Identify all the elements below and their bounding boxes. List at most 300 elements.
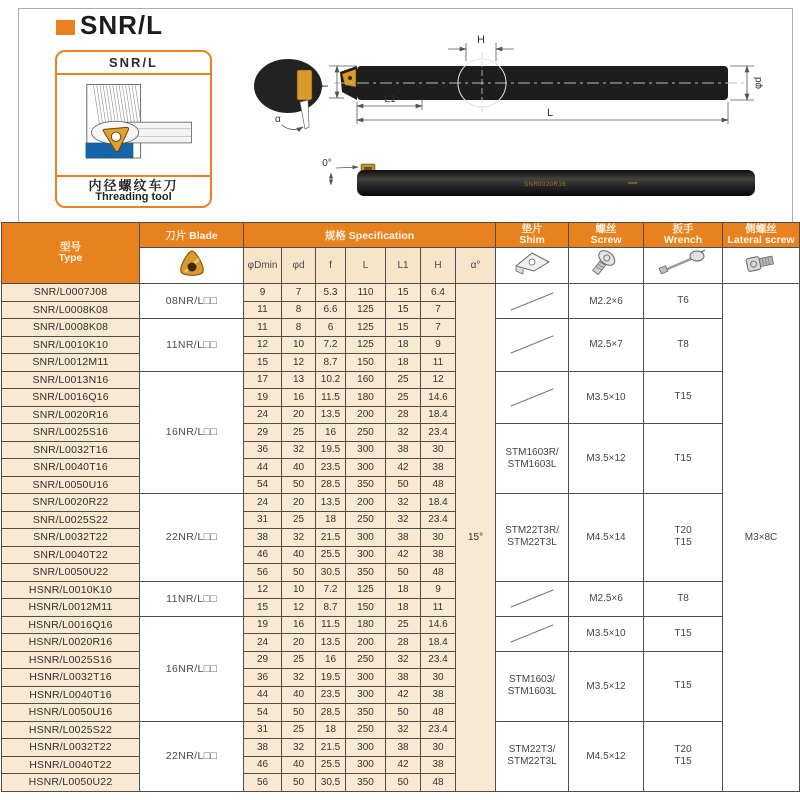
type-cell: SNR/L0012M11 — [2, 354, 140, 372]
spec-l-cell: 200 — [346, 406, 386, 424]
spec-l1-cell: 28 — [386, 406, 421, 424]
spec-h-cell: 30 — [421, 529, 456, 547]
spec-dmin-cell: 56 — [244, 564, 282, 582]
spec-dmin-cell: 46 — [244, 546, 282, 564]
spec-h-cell: 38 — [421, 546, 456, 564]
end-view-insert — [297, 70, 312, 100]
spec-d-cell: 25 — [282, 511, 316, 529]
spec-l1-cell: 32 — [386, 511, 421, 529]
spec-l1-cell: 38 — [386, 739, 421, 757]
spec-f-cell: 21.5 — [316, 739, 346, 757]
wrench-label: T8 — [677, 338, 689, 350]
shim-label: STM22T3/ — [508, 744, 556, 755]
type-cell: SNR/L0032T16 — [2, 441, 140, 459]
spec-d-cell: 25 — [282, 424, 316, 442]
spec-l-cell: 350 — [346, 704, 386, 722]
spec-d-cell: 12 — [282, 599, 316, 617]
type-cell: SNR/L0016Q16 — [2, 389, 140, 407]
zero-angle-label: 0° — [322, 158, 332, 169]
screw-cell: M3.5×12 — [569, 424, 644, 494]
spec-l-cell: 125 — [346, 301, 386, 319]
diagram-card-title: SNR/L — [57, 52, 210, 75]
spec-l-cell: 250 — [346, 424, 386, 442]
type-cell: SNR/L0007J08 — [2, 284, 140, 302]
caption-english: Threading tool — [95, 191, 172, 203]
col-header-blade — [140, 223, 244, 248]
spec-l1-cell: 15 — [386, 284, 421, 302]
type-header-zh: 型号 — [60, 240, 81, 253]
screw-header-zh: 螺丝 — [595, 222, 617, 235]
spec-f-cell: 8.7 — [316, 599, 346, 617]
type-cell: SNR/L0020R16 — [2, 406, 140, 424]
end-view — [254, 59, 322, 130]
table-row — [2, 424, 800, 442]
spec-h-cell: 9 — [421, 336, 456, 354]
spec-dmin-cell: 12 — [244, 581, 282, 599]
spec-dmin-cell: 24 — [244, 634, 282, 652]
blade-group-cell: 11NR/L□□ — [140, 319, 244, 372]
spec-l-cell: 300 — [346, 529, 386, 547]
screw-cell: M4.5×12 — [569, 721, 644, 791]
f-dim-label: f — [320, 84, 331, 88]
no-shim-mark — [511, 292, 554, 310]
spec-d-cell: 40 — [282, 459, 316, 477]
type-cell: HSNR/L0040T22 — [2, 756, 140, 774]
spec-l1-cell: 50 — [386, 564, 421, 582]
alpha-cell: 15° — [456, 284, 496, 792]
shim-header-zh: 垫片 — [521, 222, 543, 235]
spec-d-cell: 40 — [282, 756, 316, 774]
technical-drawing — [230, 28, 800, 220]
blade-group-cell: 22NR/L□□ — [140, 494, 244, 582]
spec-l-cell: 300 — [346, 739, 386, 757]
spec-l-cell: 160 — [346, 371, 386, 389]
wrench-icon — [657, 248, 709, 278]
spec-dmin-cell: 11 — [244, 301, 282, 319]
shim-label: STM1603L — [507, 686, 557, 697]
spec-l1-cell: 50 — [386, 476, 421, 494]
spec-l-cell: 350 — [346, 774, 386, 792]
spec-f-cell: 6.6 — [316, 301, 346, 319]
shim-label: STM1603R/ — [505, 446, 559, 458]
type-cell: SNR/L0040T22 — [2, 546, 140, 564]
spec-dmin-cell: 17 — [244, 371, 282, 389]
table-row — [2, 721, 800, 739]
spec-d-cell: 20 — [282, 494, 316, 512]
type-cell: SNR/L0010K10 — [2, 336, 140, 354]
spec-h-cell: 9 — [421, 581, 456, 599]
type-cell: HSNR/L0025S22 — [2, 721, 140, 739]
spec-dmin-cell: 36 — [244, 669, 282, 687]
wrench-cell — [644, 616, 723, 651]
spec-f-cell: 13.5 — [316, 634, 346, 652]
spec-f-cell: 16 — [316, 651, 346, 669]
spec-h-cell: 11 — [421, 599, 456, 617]
spec-f-cell: 21.5 — [316, 529, 346, 547]
spec-l1-cell: 38 — [386, 669, 421, 687]
wrench-cell — [644, 371, 723, 424]
blade-insert-icon — [172, 248, 212, 278]
spec-l-cell: 300 — [346, 756, 386, 774]
spec-f-cell: 23.5 — [316, 686, 346, 704]
spec-l-cell: 250 — [346, 651, 386, 669]
spec-d-cell: 50 — [282, 774, 316, 792]
spec-h-cell: 11 — [421, 354, 456, 372]
wrench-label: T15 — [674, 452, 692, 464]
alpha-dim-label: α — [275, 114, 281, 125]
wrench-label: T20 — [674, 744, 692, 755]
spec-d-cell: 32 — [282, 739, 316, 757]
spec-dmin-cell: 29 — [244, 424, 282, 442]
wrench-label: T15 — [674, 391, 692, 403]
col-header-wrench — [644, 223, 723, 248]
shim-cell — [496, 284, 569, 319]
spec-h-cell: 7 — [421, 319, 456, 337]
spec-h-cell: 18.4 — [421, 406, 456, 424]
spec-l-cell: 180 — [346, 389, 386, 407]
spec-l-cell: 300 — [346, 459, 386, 477]
spec-dmin-cell: 24 — [244, 494, 282, 512]
L-dim-label: L — [546, 107, 554, 119]
product-photo — [357, 164, 755, 196]
no-shim-mark — [511, 388, 554, 406]
wrench-cell — [644, 581, 723, 616]
spec-f-cell: 11.5 — [316, 616, 346, 634]
spec-d-cell: 25 — [282, 721, 316, 739]
spec-f-cell: 19.5 — [316, 669, 346, 687]
spec-l1-cell: 32 — [386, 424, 421, 442]
type-header-en: Type — [58, 252, 83, 264]
spec-l-cell: 200 — [346, 494, 386, 512]
shim-cell — [496, 371, 569, 424]
no-shim-mark — [511, 589, 554, 607]
spec-l1-cell: 18 — [386, 336, 421, 354]
spec-d-cell: 40 — [282, 546, 316, 564]
spec-d-cell: 7 — [282, 284, 316, 302]
spec-f-cell: 8.7 — [316, 354, 346, 372]
spec-dmin-cell: 11 — [244, 319, 282, 337]
lateral-screw-icon-cell — [723, 248, 800, 284]
spec-f-cell: 13.5 — [316, 494, 346, 512]
screw-cell: M3.5×10 — [569, 616, 644, 651]
spec-l1-cell: 50 — [386, 704, 421, 722]
spec-f-cell: 30.5 — [316, 774, 346, 792]
shim-label: STM22T3L — [507, 756, 557, 767]
shim-cell — [496, 424, 569, 494]
spec-d-cell: 10 — [282, 336, 316, 354]
spec-dmin-cell: 9 — [244, 284, 282, 302]
spec-l-cell: 350 — [346, 476, 386, 494]
spec-d-cell: 12 — [282, 354, 316, 372]
wrench-label: T15 — [674, 680, 692, 691]
spec-h-cell: 48 — [421, 774, 456, 792]
blade-group-cell: 16NR/L□□ — [140, 371, 244, 494]
type-cell: SNR/L0008K08 — [2, 301, 140, 319]
spec-l1-cell: 28 — [386, 634, 421, 652]
spec-dmin-cell: 19 — [244, 616, 282, 634]
col-header-spec — [244, 223, 496, 248]
spec-h-cell: 30 — [421, 441, 456, 459]
type-cell: SNR/L0025S16 — [2, 424, 140, 442]
table-row — [2, 651, 800, 669]
type-cell: HSNR/L0012M11 — [2, 599, 140, 617]
type-cell: HSNR/L0040T16 — [2, 686, 140, 704]
spec-l1-cell: 50 — [386, 774, 421, 792]
spec-f-cell: 18 — [316, 721, 346, 739]
spec-h-cell: 23.4 — [421, 424, 456, 442]
brand-title: SNR/L — [80, 10, 163, 40]
spec-h-cell: 18.4 — [421, 634, 456, 652]
L1-dim-label: L1 — [384, 94, 396, 105]
table-row — [2, 284, 800, 302]
shim-label: STM1603/ — [508, 674, 556, 685]
table-row — [2, 371, 800, 389]
spec-f-cell: 7.2 — [316, 581, 346, 599]
spec-h-cell: 14.6 — [421, 389, 456, 407]
tool-block — [86, 143, 133, 158]
wrench-label: T20 — [674, 525, 692, 537]
spec-l1-cell: 42 — [386, 686, 421, 704]
spec-l-cell: 110 — [346, 284, 386, 302]
table-row — [2, 494, 800, 512]
spec-l-cell: 125 — [346, 319, 386, 337]
spec-header-label: 规格 Specification — [324, 229, 415, 242]
spec-d-cell: 16 — [282, 616, 316, 634]
spec-dmin-cell: 15 — [244, 354, 282, 372]
spec-d-cell: 20 — [282, 634, 316, 652]
lateral-header-zh: 侧螺丝 — [745, 222, 777, 235]
blade-insert-icon-cell — [140, 248, 244, 284]
spec-l-cell: 150 — [346, 354, 386, 372]
wrench-cell — [644, 494, 723, 582]
spec-h-cell: 48 — [421, 476, 456, 494]
bar-side-view — [334, 52, 746, 114]
diagram-card-captions — [57, 175, 210, 206]
type-cell: SNR/L0050U22 — [2, 564, 140, 582]
spec-dmin-cell: 19 — [244, 389, 282, 407]
spec-l-cell: 350 — [346, 564, 386, 582]
spec-h-cell: 48 — [421, 564, 456, 582]
shim-cell — [496, 319, 569, 372]
spec-dmin-cell: 38 — [244, 739, 282, 757]
spec-l1-cell: 38 — [386, 529, 421, 547]
no-shim-mark — [511, 336, 554, 354]
spec-l-cell: 300 — [346, 546, 386, 564]
type-cell: SNR/L0013N16 — [2, 371, 140, 389]
spec-dmin-cell: 12 — [244, 336, 282, 354]
spec-dmin-cell: 31 — [244, 511, 282, 529]
spec-l-cell: 125 — [346, 336, 386, 354]
col-header-shim — [496, 223, 569, 248]
spec-l-cell: 300 — [346, 686, 386, 704]
spec-h-cell: 30 — [421, 739, 456, 757]
spec-d-cell: 13 — [282, 371, 316, 389]
wrench-label: T8 — [677, 592, 689, 604]
wrench-icon-cell — [644, 248, 723, 284]
type-cell: SNR/L0032T22 — [2, 529, 140, 547]
spec-f-cell: 19.5 — [316, 441, 346, 459]
subheader-h: H — [421, 248, 456, 284]
brand-heading — [56, 10, 163, 41]
screw-icon — [583, 248, 629, 278]
col-header-type — [2, 223, 140, 284]
spec-h-cell: 14.6 — [421, 616, 456, 634]
wrench-label: T15 — [674, 627, 692, 639]
spec-f-cell: 10.2 — [316, 371, 346, 389]
spec-table-body — [2, 284, 800, 792]
type-cell: SNR/L0025S22 — [2, 511, 140, 529]
type-cell: SNR/L0050U16 — [2, 476, 140, 494]
spec-f-cell: 18 — [316, 511, 346, 529]
screw-cell: M2.5×7 — [569, 319, 644, 372]
wrench-cell — [644, 651, 723, 721]
blade-header-label: 刀片 Blade — [165, 229, 218, 242]
lateral-screw-cell: M3×8C — [723, 284, 800, 792]
shim-icon-cell — [496, 248, 569, 284]
spec-l1-cell: 25 — [386, 616, 421, 634]
spec-l1-cell: 42 — [386, 459, 421, 477]
spec-dmin-cell: 36 — [244, 441, 282, 459]
spec-f-cell: 7.2 — [316, 336, 346, 354]
spec-l1-cell: 32 — [386, 721, 421, 739]
spec-f-cell: 28.5 — [316, 704, 346, 722]
diagram-card — [55, 50, 212, 208]
type-cell: HSNR/L0010K10 — [2, 581, 140, 599]
spec-l1-cell: 18 — [386, 354, 421, 372]
subheader-dmin: φDmin — [244, 248, 282, 284]
spec-dmin-cell: 44 — [244, 686, 282, 704]
spec-l1-cell: 38 — [386, 441, 421, 459]
spec-d-cell: 16 — [282, 389, 316, 407]
spec-h-cell: 6.4 — [421, 284, 456, 302]
spec-f-cell: 16 — [316, 424, 346, 442]
screw-cell: M4.5×14 — [569, 494, 644, 582]
spec-h-cell: 23.4 — [421, 651, 456, 669]
spec-d-cell: 25 — [282, 651, 316, 669]
spec-d-cell: 10 — [282, 581, 316, 599]
wrench-cell — [644, 319, 723, 372]
col-header-screw — [569, 223, 644, 248]
spec-d-cell: 8 — [282, 319, 316, 337]
spec-h-cell: 38 — [421, 756, 456, 774]
spec-h-cell: 7 — [421, 301, 456, 319]
spec-d-cell: 50 — [282, 564, 316, 582]
spec-l1-cell: 15 — [386, 319, 421, 337]
type-cell: SNR/L0040T16 — [2, 459, 140, 477]
spec-f-cell: 23.5 — [316, 459, 346, 477]
spec-dmin-cell: 44 — [244, 459, 282, 477]
no-shim-mark — [511, 624, 554, 642]
spec-d-cell: 32 — [282, 441, 316, 459]
spec-f-cell: 28.5 — [316, 476, 346, 494]
spec-d-cell: 32 — [282, 529, 316, 547]
spec-f-cell: 5.3 — [316, 284, 346, 302]
table-row — [2, 616, 800, 634]
spec-d-cell: 50 — [282, 704, 316, 722]
wrench-header-zh: 扳手 — [672, 222, 694, 235]
spec-dmin-cell: 54 — [244, 704, 282, 722]
wrench-cell — [644, 424, 723, 494]
spec-d-cell: 40 — [282, 686, 316, 704]
spec-l-cell: 250 — [346, 511, 386, 529]
H-dim-label: H — [477, 34, 485, 46]
spec-l-cell: 250 — [346, 721, 386, 739]
spec-dmin-cell: 29 — [244, 651, 282, 669]
screw-cell: M2.2×6 — [569, 284, 644, 319]
spec-f-cell: 25.5 — [316, 546, 346, 564]
type-cell: HSNR/L0020R16 — [2, 634, 140, 652]
shim-cell — [496, 494, 569, 582]
shim-cell — [496, 651, 569, 721]
type-cell: HSNR/L0032T16 — [2, 669, 140, 687]
lateral-header-en: Lateral screw — [727, 234, 795, 246]
spec-dmin-cell: 54 — [244, 476, 282, 494]
blade-group-cell: 16NR/L□□ — [140, 616, 244, 721]
spec-h-cell: 18.4 — [421, 494, 456, 512]
table-row — [2, 581, 800, 599]
type-cell: HSNR/L0016Q16 — [2, 616, 140, 634]
spec-l1-cell: 18 — [386, 581, 421, 599]
threading-tool-diagram — [57, 75, 210, 175]
wrench-cell — [644, 721, 723, 791]
spec-d-cell: 20 — [282, 406, 316, 424]
spec-l1-cell: 42 — [386, 546, 421, 564]
spec-l-cell: 300 — [346, 669, 386, 687]
photo-marking: SNR0020R16 — [523, 182, 567, 188]
shim-cell — [496, 721, 569, 791]
spec-d-cell: 32 — [282, 669, 316, 687]
wrench-cell — [644, 284, 723, 319]
spec-d-cell: 8 — [282, 301, 316, 319]
spec-l1-cell: 15 — [386, 301, 421, 319]
spec-l-cell: 180 — [346, 616, 386, 634]
spec-f-cell: 25.5 — [316, 756, 346, 774]
subheader-f: f — [316, 248, 346, 284]
shim-label: STM1603L — [507, 458, 557, 470]
shim-cell — [496, 616, 569, 651]
spec-l-cell: 200 — [346, 634, 386, 652]
subheader-alpha: α° — [456, 248, 496, 284]
spec-l1-cell: 25 — [386, 371, 421, 389]
blade-group-cell: 11NR/L□□ — [140, 581, 244, 616]
spec-h-cell: 48 — [421, 704, 456, 722]
spec-l1-cell: 25 — [386, 389, 421, 407]
screw-cell: M3.5×10 — [569, 371, 644, 424]
spec-dmin-cell: 15 — [244, 599, 282, 617]
wrench-header-en: Wrench — [663, 234, 703, 246]
spec-dmin-cell: 31 — [244, 721, 282, 739]
caption-chinese: 内径螺纹车刀 — [88, 178, 179, 193]
table-row — [2, 319, 800, 337]
spec-l1-cell: 18 — [386, 599, 421, 617]
spec-h-cell: 12 — [421, 371, 456, 389]
spec-l-cell: 300 — [346, 441, 386, 459]
spec-f-cell: 13.5 — [316, 406, 346, 424]
spec-f-cell: 30.5 — [316, 564, 346, 582]
screw-cell: M2.5×6 — [569, 581, 644, 616]
blade-group-cell: 08NR/L□□ — [140, 284, 244, 319]
type-cell: HSNR/L0050U22 — [2, 774, 140, 792]
spec-f-cell: 6 — [316, 319, 346, 337]
lateral-screw-icon — [741, 250, 781, 276]
wrench-label: T6 — [677, 295, 689, 306]
spec-l1-cell: 32 — [386, 494, 421, 512]
shim-label: STM22T3R/ — [505, 525, 559, 537]
shim-cell — [496, 581, 569, 616]
spec-h-cell: 38 — [421, 686, 456, 704]
spec-l1-cell: 32 — [386, 651, 421, 669]
col-header-lateral-screw — [723, 223, 800, 248]
